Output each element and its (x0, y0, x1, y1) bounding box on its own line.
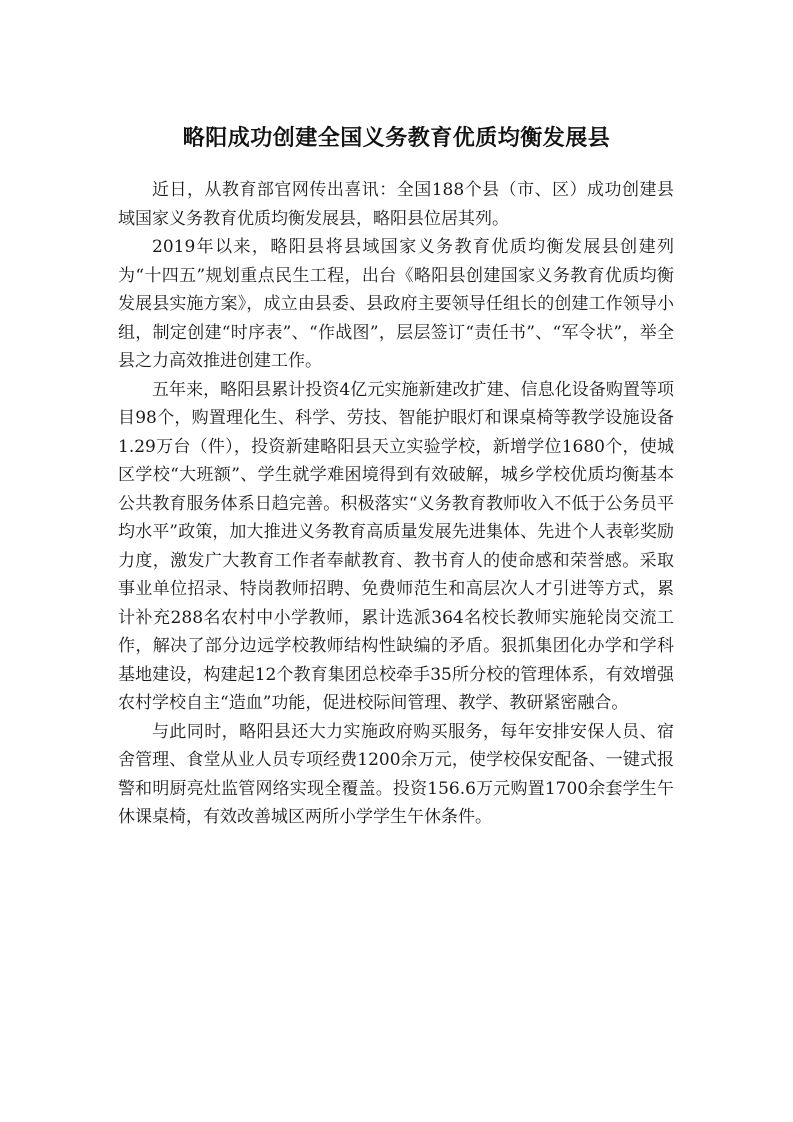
document-title: 略阳成功创建全国义务教育优质均衡发展县 (182, 126, 611, 151)
paragraph-investment: 五年来，略阳县累计投资4亿元实施新建改扩建、信息化设备购置等项目98个，购置理化生、科学、劳技、智能护眼灯和课桌椅等教学设施设备1.29万台（件），投资新建略阳县天立实验学校，新增学位1680个，使城区学校“大班额”、学生就学难困境得到有效破解，城乡学校优质均衡基本公共教育服务体系日趋完善。积极落实“义务教育教师收入不低于公务员平均水平”政策，加大推进义务教育高质量发展先进集体、先进个人表彰奖励力度，激发广大教育工作者奉献教育、教书育人的使命感和荣誉感。采取事业单位招录、特岗教师招聘、免费师范生和高层次人才引进等方式，累计补充288名农村中小学教师，累计选派364名校长教师实施轮岗交流工作，解决了部分边远学校教师结构性缺编的矛盾。狠抓集团化办学和学科基地建设，构建起12个教育集团总校牵手35所分校的管理体系，有效增强农村学校自主“造血”功能，促进校际间管理、教学、教研紧密融合。 (118, 379, 674, 713)
paragraph-plan: 2019年以来，略阳县将县域国家义务教育优质均衡发展县创建列为“十四五”规划重点民生工程，出台《略阳县创建国家义务教育优质均衡发展县实施方案》，成立由县委、县政府主要领导任组长的创建工作领导小组，制定创建“时序表”、“作战图”，层层签订“责任书”、“军令状”，举全县之力高效推进创建工作。 (118, 237, 674, 371)
article-body (118, 176, 674, 832)
paragraph-intro: 近日，从教育部官网传出喜讯：全国188个县（市、区）成功创建县域国家义务教育优质均衡发展县，略阳县位居其列。 (118, 180, 674, 229)
paragraph-services: 与此同时，略阳县还大力实施政府购买服务，每年安排安保人员、宿舍管理、食堂从业人员专项经费1200余万元，使学校保安配备、一键式报警和明厨亮灶监管网络实现全覆盖。投资156.6万元购置1700余套学生午休课桌椅，有效改善城区两所小学学生午休条件。 (118, 721, 674, 827)
